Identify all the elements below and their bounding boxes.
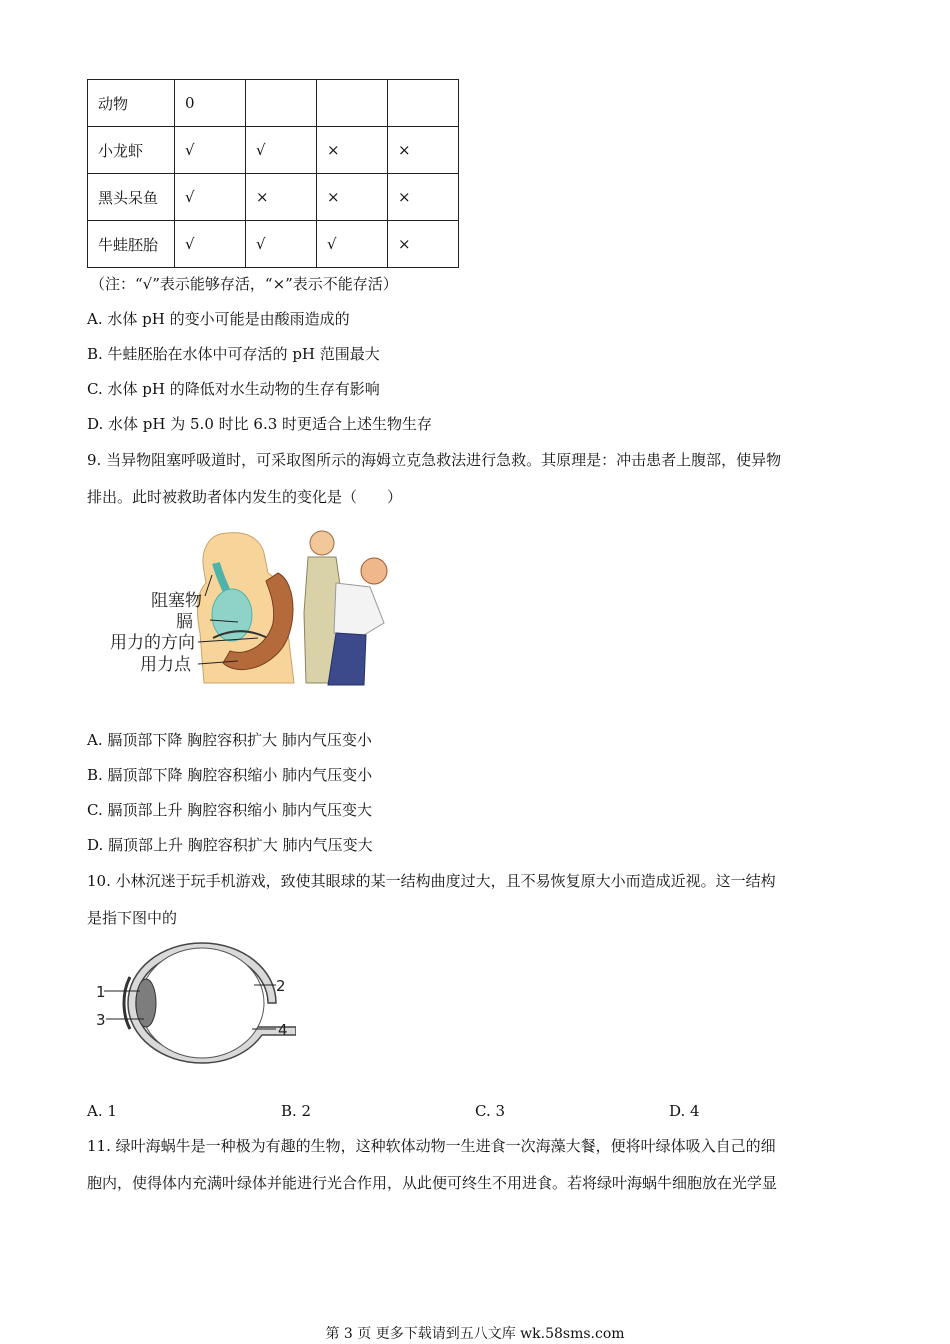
eye-label-1: 1 (96, 983, 106, 1001)
table-cell: 动物 (88, 80, 175, 127)
heimlich-figure (108, 523, 400, 693)
q10-option-c: C. 3 (475, 1102, 506, 1120)
table-cell: √ (175, 127, 246, 174)
table-cell: × (388, 127, 459, 174)
eye-label-3: 3 (96, 1011, 106, 1029)
table-cell: × (317, 127, 388, 174)
q8-option-b: B. 牛蛙胚胎在水体中可存活的 pH 范围最大 (87, 345, 380, 363)
table-note: （注：“√”表示能够存活，“×”表示不能存活） (90, 275, 398, 293)
q8-option-d: D. 水体 pH 为 5.0 时比 6.3 时更适合上述生物生存 (87, 415, 433, 433)
q9-option-c: C. 膈顶部上升 胸腔容积缩小 肺内气压变大 (87, 801, 373, 819)
table-cell: × (388, 174, 459, 221)
table-cell (317, 80, 388, 127)
table-cell: × (246, 174, 317, 221)
table-cell: × (388, 221, 459, 268)
q9-option-b: B. 膈顶部下降 胸腔容积缩小 肺内气压变小 (87, 766, 373, 784)
table-cell: √ (175, 174, 246, 221)
ph-survival-table (87, 79, 459, 268)
figure-label-obstruction: 阻塞物 (151, 591, 202, 611)
q10-stem-line1: 10. 小林沉迷于玩手机游戏，致使其眼球的某一结构曲度过大，且不易恢复原大小而造成近视。这一结构 (87, 872, 776, 890)
table-cell: 黑头呆鱼 (88, 174, 175, 221)
q9-option-d: D. 膈顶部上升 胸腔容积扩大 肺内气压变大 (87, 836, 373, 854)
table-cell: √ (317, 221, 388, 268)
patient-head-shape (361, 558, 387, 584)
page-footer: 第 3 页 更多下载请到五八文库 wk.58sms.com (325, 1326, 625, 1342)
table-cell (388, 80, 459, 127)
table-cell: 0 (175, 80, 246, 127)
q10-option-a: A. 1 (87, 1102, 117, 1120)
figure-label-force-direction: 用力的方向 (110, 633, 195, 653)
q10-stem-line2: 是指下图中的 (87, 909, 178, 927)
q11-stem-line1: 11. 绿叶海蜗牛是一种极为有趣的生物，这种软体动物一生进食一次海藻大餐，便将叶绿体吸入自己的细 (87, 1137, 776, 1155)
table-cell: 牛蛙胚胎 (88, 221, 175, 268)
table-cell: √ (246, 221, 317, 268)
table-row (88, 221, 459, 268)
eye-label-4: 4 (278, 1021, 288, 1039)
lens-shape (136, 979, 156, 1027)
figure-label-diaphragm: 膈 (176, 612, 193, 632)
table-cell: 小龙虾 (88, 127, 175, 174)
q10-option-d: D. 4 (669, 1102, 700, 1120)
table-row (88, 127, 459, 174)
q10-option-b: B. 2 (281, 1102, 312, 1120)
table-row (88, 80, 459, 127)
q11-stem-line2: 胞内，使得体内充满叶绿体并能进行光合作用，从此便可终生不用进食。若将绿叶海蜗牛细胞放在光学显 (87, 1174, 778, 1192)
q8-option-c: C. 水体 pH 的降低对水生动物的生存有影响 (87, 380, 380, 398)
rescuer-head-shape (310, 531, 334, 555)
q8-option-a: A. 水体 pH 的变小可能是由酸雨造成的 (87, 310, 350, 328)
lung-shape (212, 589, 252, 641)
table-row (88, 174, 459, 221)
q9-stem-line2: 排出。此时被救助者体内发生的变化是（ ） (87, 488, 403, 506)
patient-torso-shape (334, 583, 384, 635)
table-cell: × (317, 174, 388, 221)
q9-option-a: A. 膈顶部下降 胸腔容积扩大 肺内气压变小 (87, 731, 372, 749)
figure-label-force-point: 用力点 (140, 655, 191, 675)
eyeball-figure (92, 937, 296, 1067)
vitreous-shape (140, 948, 264, 1058)
eye-label-2: 2 (276, 977, 286, 995)
table-cell: √ (246, 127, 317, 174)
q9-stem-line1: 9. 当异物阻塞呼吸道时，可采取图所示的海姆立克急救法进行急救。其原理是：冲击患者上腹部，使异物 (87, 451, 782, 469)
table-cell: √ (175, 221, 246, 268)
table-cell (246, 80, 317, 127)
